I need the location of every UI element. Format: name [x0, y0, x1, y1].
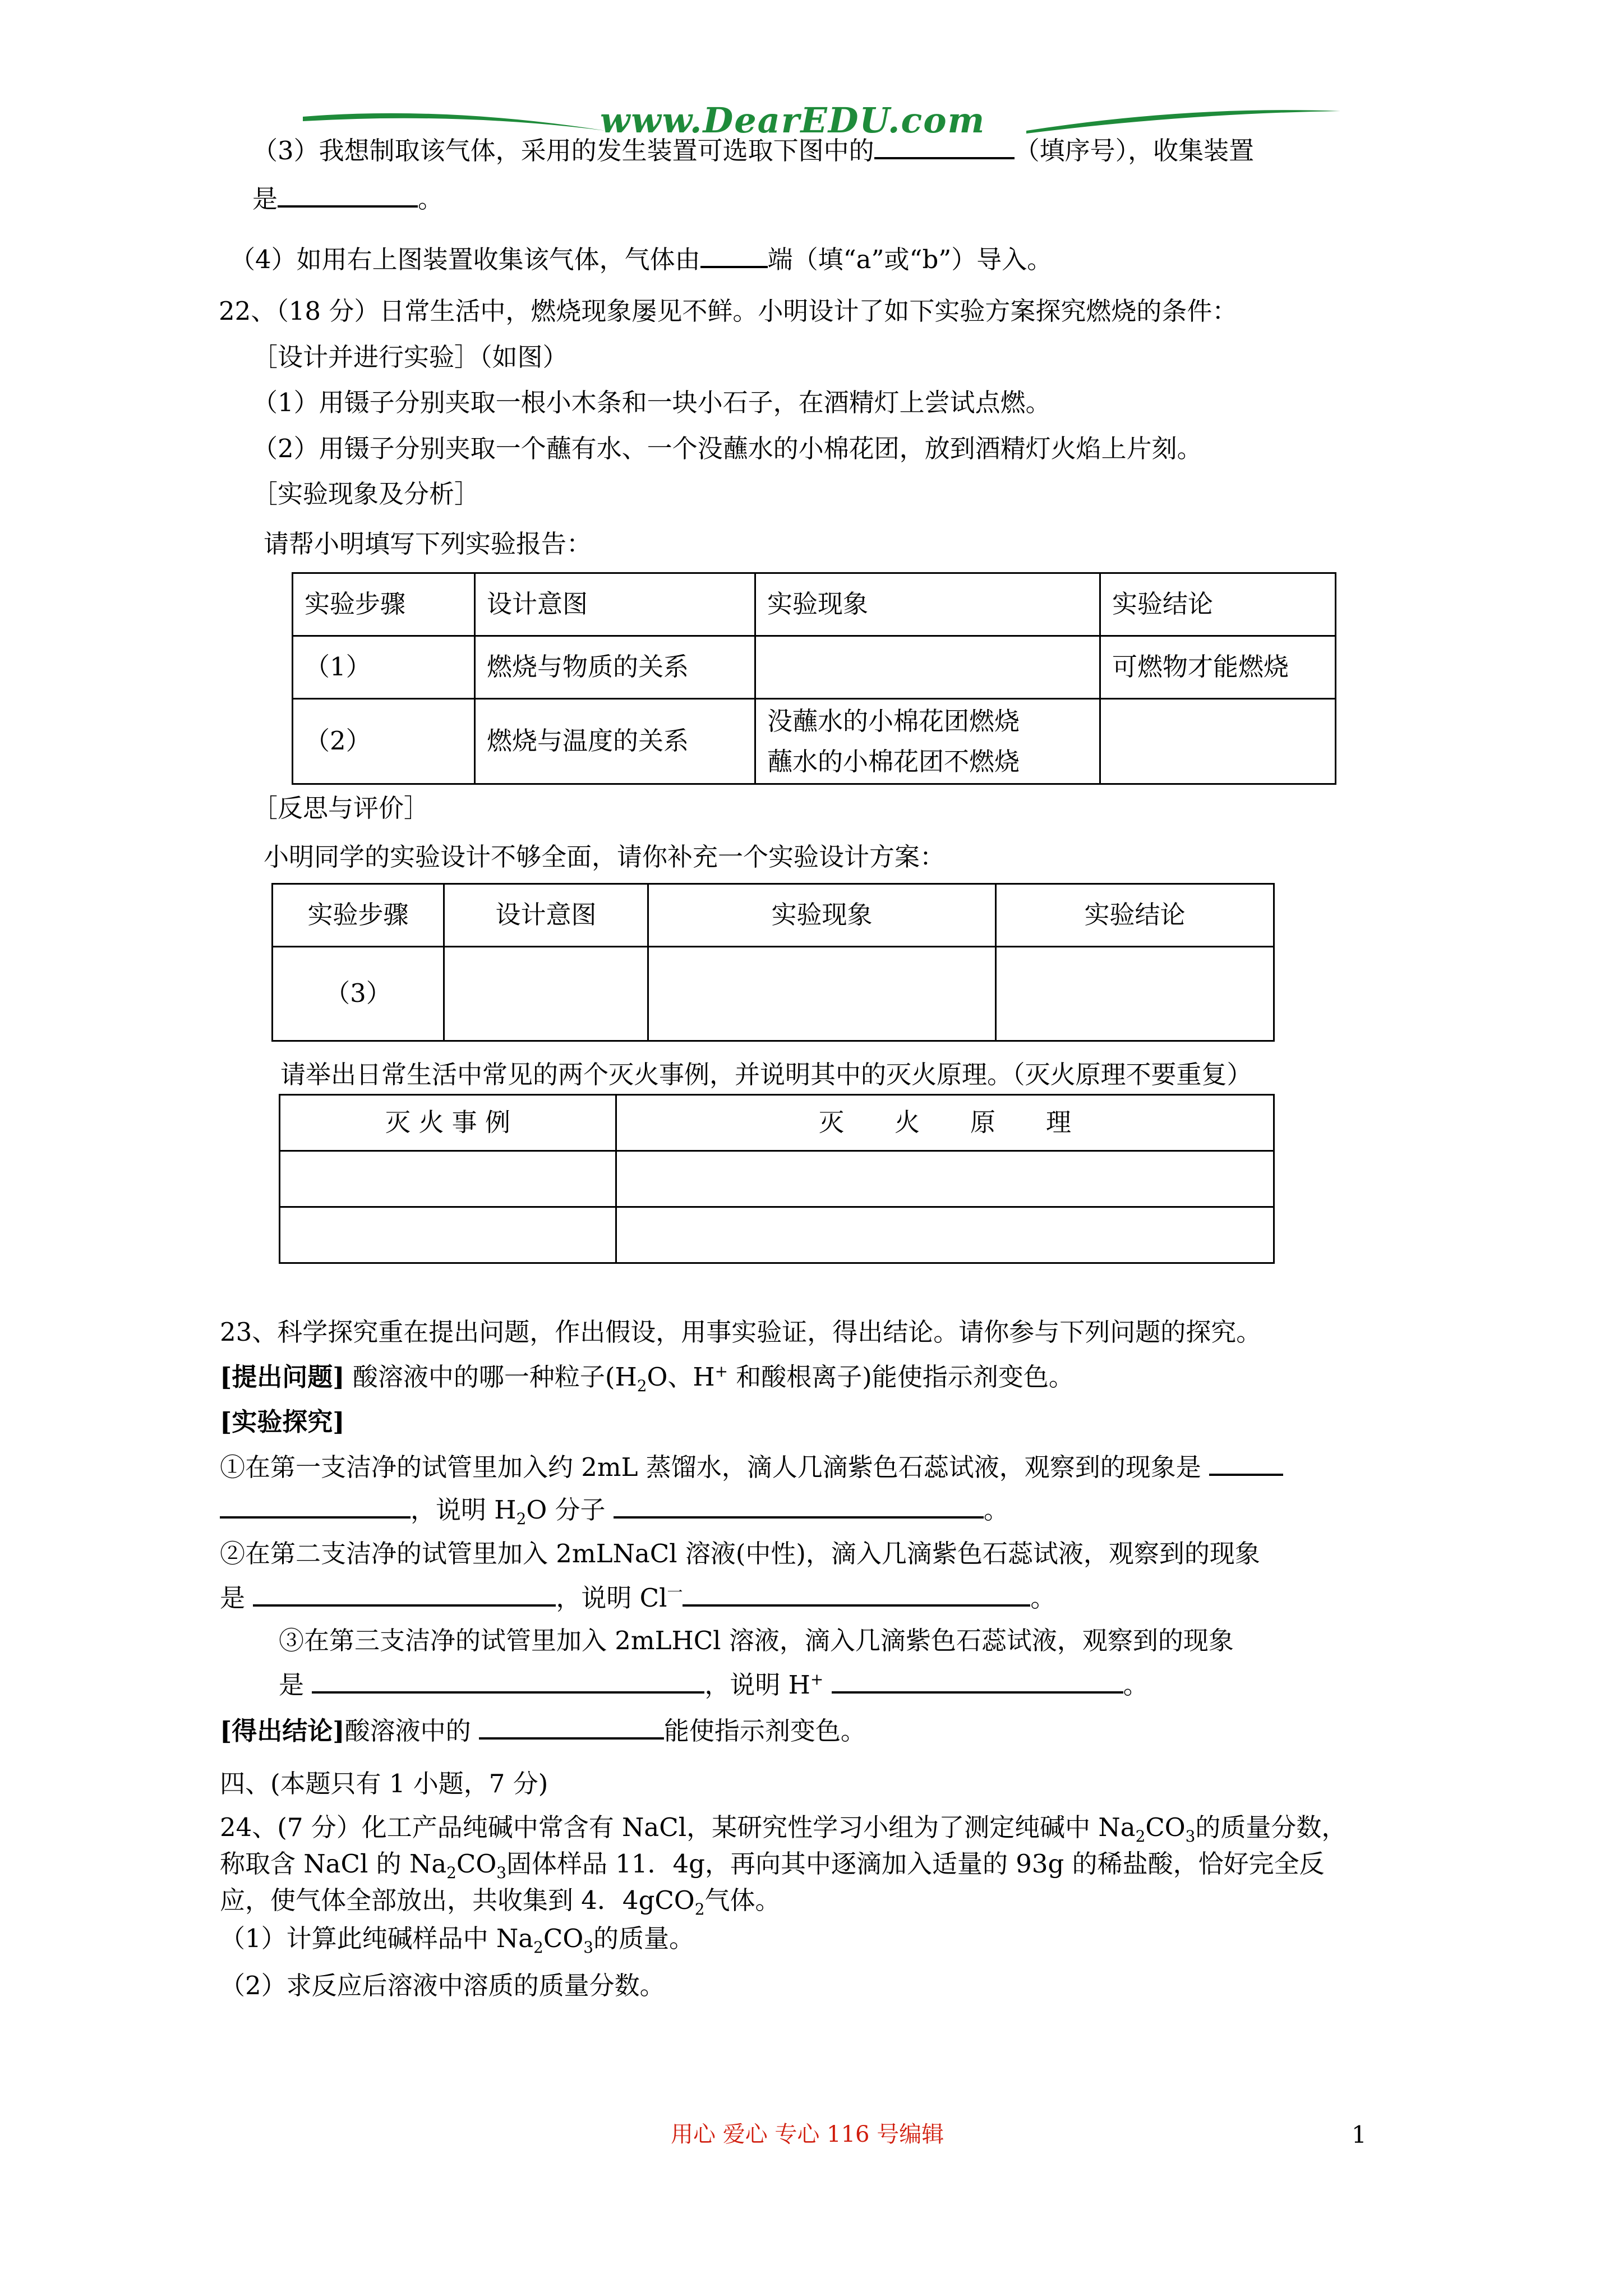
- q21-line3: [252, 135, 1254, 167]
- answer-blank[interactable]: [1209, 1451, 1283, 1476]
- table-header: 设计意图: [444, 884, 648, 947]
- table-cell: 燃烧与温度的关系: [475, 699, 755, 784]
- table-cell: （3）: [273, 947, 444, 1041]
- q21-text: 端（填“a”或“b”）导入。: [767, 245, 1053, 274]
- q22-fire-ask: 请举出日常生活中常见的两个灭火事例，并说明其中的灭火原理。（灭火原理不要重复）: [280, 1060, 1252, 1089]
- ask-label: [提出问题]: [220, 1362, 345, 1392]
- q21-line3-cont: [252, 183, 443, 215]
- q22-step1: （1）用镊子分别夹取一根小木条和一块小石子，在酒精灯上尝试点燃。: [252, 388, 1051, 417]
- answer-blank[interactable]: [253, 1582, 556, 1607]
- q23-ask: [220, 1361, 1074, 1393]
- fire-table: [279, 1094, 1275, 1264]
- answer-blank[interactable]: [479, 1715, 664, 1740]
- q21-text: （4）如用右上图装置收集该气体，气体由: [230, 245, 700, 274]
- q21-text: 是: [252, 184, 278, 214]
- answer-cell[interactable]: [755, 636, 1100, 699]
- q21-text: （3）我想制取该气体，采用的发生装置可选取下图中的: [252, 136, 874, 165]
- table-header: 实验结论: [996, 884, 1274, 947]
- q23-title: 23、科学探究重在提出问题，作出假设，用事实验证，得出结论。请你参与下列问题的探究。: [220, 1317, 1262, 1347]
- q22-title: 22、（18 分）日常生活中，燃烧现象屡见不鲜。小明设计了如下实验方案探究燃烧的条件：: [219, 296, 1238, 326]
- q23-e1-cont: [220, 1494, 1009, 1526]
- q23-text: 酸溶液中的哪一种粒子(H: [352, 1362, 637, 1392]
- table-cell: 可燃物才能燃烧: [1100, 636, 1336, 699]
- supplement-table: [271, 883, 1275, 1042]
- superscript: +: [810, 1670, 824, 1688]
- table-header: 设计意图: [475, 573, 755, 636]
- q22-phen-heading: ［实验现象及分析］: [252, 479, 480, 509]
- report-table: [292, 572, 1336, 785]
- q23-text: 能使指示剂变色。: [663, 1716, 866, 1746]
- answer-cell[interactable]: [616, 1151, 1274, 1207]
- q23-text: ，说明 H: [704, 1670, 810, 1700]
- answer-blank[interactable]: [220, 1494, 411, 1519]
- answer-blank[interactable]: [832, 1669, 1123, 1694]
- q24-text: CO: [1145, 1812, 1186, 1842]
- q24-sub2: （2）求反应后溶液中溶质的质量分数。: [220, 1971, 665, 2000]
- table-header: 灭 火 事 例: [280, 1095, 616, 1151]
- q24-text: 固体样品 11．4g，再向其中逐滴加入适量的 93g 的稀盐酸，恰好完全反: [506, 1849, 1325, 1879]
- q21-text: （填序号），收集装置: [1014, 136, 1255, 165]
- q23-text: ，说明 Cl: [556, 1583, 667, 1613]
- explore-label: [实验探究]: [220, 1407, 345, 1437]
- q24-text: 气体。: [704, 1885, 781, 1915]
- q23-text: 。: [1030, 1583, 1056, 1613]
- answer-cell[interactable]: [1100, 699, 1336, 784]
- table-cell: （1）: [293, 636, 475, 699]
- q24-line2: [220, 1848, 1325, 1880]
- answer-blank[interactable]: [312, 1669, 704, 1694]
- subscript: 2: [446, 1864, 457, 1882]
- answer-blank[interactable]: [700, 243, 768, 268]
- q24-text: 的质量分数，: [1195, 1812, 1347, 1842]
- q22-design-heading: ［设计并进行实验］（如图）: [252, 342, 568, 372]
- q24-text: （1）计算此纯碱样品中 Na: [220, 1924, 534, 1953]
- q23-e3: ③在第三支洁净的试管里加入 2mLHCl 溶液，滴入几滴紫色石蕊试液，观察到的现象: [279, 1626, 1234, 1655]
- q24-text: 24、(7 分）化工产品纯碱中常含有 NaCl，某研究性学习小组为了测定纯碱中 Na: [220, 1812, 1136, 1842]
- answer-cell[interactable]: [280, 1207, 616, 1263]
- superscript: +: [714, 1362, 728, 1381]
- q22-reflect-heading: ［反思与评价］: [252, 793, 430, 823]
- subscript: 3: [496, 1864, 506, 1882]
- q23-text: 。: [983, 1495, 1009, 1525]
- table-cell: 燃烧与物质的关系: [475, 636, 755, 699]
- q23-e2: ②在第二支洁净的试管里加入 2mLNaCl 溶液(中性)，滴入几滴紫色石蕊试液，观察到的现象: [220, 1539, 1260, 1568]
- table-cell: （2）: [293, 699, 475, 784]
- subscript: 3: [1185, 1827, 1196, 1846]
- table-cell: [755, 699, 1100, 784]
- table-row: [293, 699, 1336, 784]
- answer-blank[interactable]: [874, 135, 1015, 159]
- subscript: 3: [583, 1938, 593, 1957]
- q24-text: CO: [543, 1924, 584, 1953]
- table-row: [280, 1151, 1274, 1207]
- conclude-label: [得出结论]: [220, 1716, 345, 1746]
- answer-cell[interactable]: [444, 947, 648, 1041]
- answer-cell[interactable]: [996, 947, 1274, 1041]
- answer-cell[interactable]: [616, 1207, 1274, 1263]
- q24-line3: [220, 1885, 780, 1916]
- subscript: 2: [1135, 1827, 1146, 1846]
- q23-text: 。: [1123, 1670, 1149, 1700]
- table-header: 灭 火 原 理: [616, 1095, 1274, 1151]
- q24-text: 的质量。: [593, 1924, 694, 1953]
- q24-text: CO: [456, 1849, 497, 1879]
- answer-cell[interactable]: [280, 1151, 616, 1207]
- answer-blank[interactable]: [614, 1494, 984, 1519]
- q21-text: 。: [418, 184, 444, 214]
- q23-text: 酸溶液中的: [344, 1716, 471, 1746]
- subscript: 2: [516, 1510, 527, 1528]
- cell-line: 蘸水的小棉花团不燃烧: [767, 746, 1020, 776]
- q23-text: ，说明 H: [411, 1495, 517, 1525]
- q23-e3-cont: [279, 1669, 1149, 1701]
- page-number: 1: [1352, 2121, 1367, 2148]
- q24-line1: [220, 1812, 1347, 1846]
- answer-blank[interactable]: [278, 183, 418, 208]
- q24-text: 应，使气体全部放出，共收集到 4．4gCO: [220, 1885, 695, 1915]
- q23-text: O 分子: [526, 1495, 606, 1525]
- q21-line4: [230, 243, 1052, 275]
- subscript: 2: [533, 1938, 543, 1957]
- q23-e2-cont: [220, 1582, 1055, 1614]
- table-row: [273, 947, 1274, 1041]
- subscript: 2: [637, 1377, 647, 1395]
- table-row: [293, 636, 1336, 699]
- logo-text: www.DearEDU.com: [600, 100, 986, 141]
- q23-text: 和酸根离子)能使指示剂变色。: [736, 1362, 1074, 1392]
- table-header: 实验步骤: [273, 884, 444, 947]
- table-header: 实验结论: [1100, 573, 1336, 636]
- q23-e1: [220, 1451, 1283, 1483]
- q23-text: 是: [220, 1583, 246, 1613]
- footer-text: 用心 爱心 专心 116 号编辑: [671, 2122, 944, 2147]
- cell-line: 没蘸水的小棉花团燃烧: [767, 706, 1020, 736]
- superscript: 一: [667, 1583, 683, 1602]
- subscript: 2: [694, 1900, 705, 1918]
- table-header: 实验步骤: [293, 573, 475, 636]
- q22-step2: （2）用镊子分别夹取一个蘸有水、一个没蘸水的小棉花团，放到酒精灯火焰上片刻。: [252, 434, 1202, 463]
- table-header: 实验现象: [648, 884, 996, 947]
- table-header: 实验现象: [755, 573, 1100, 636]
- q23-text: O、H: [647, 1362, 715, 1392]
- q23-conclusion: [220, 1715, 866, 1747]
- q23-text: ①在第一支洁净的试管里加入约 2mL 蒸馏水，滴人几滴紫色石蕊试液，观察到的现象是: [220, 1452, 1201, 1482]
- answer-cell[interactable]: [648, 947, 996, 1041]
- q23-text: 是: [279, 1670, 305, 1700]
- q22-reflect-text: 小明同学的实验设计不够全面，请你补充一个实验设计方案：: [264, 842, 946, 872]
- part4-title: 四、(本题只有 1 小题，7 分): [220, 1769, 548, 1798]
- table-row: [280, 1207, 1274, 1263]
- answer-blank[interactable]: [683, 1582, 1030, 1607]
- q22-ask: 请帮小明填写下列实验报告：: [264, 529, 592, 559]
- q24-text: 称取含 NaCl 的 Na: [220, 1849, 447, 1879]
- q24-sub1: [220, 1923, 694, 1957]
